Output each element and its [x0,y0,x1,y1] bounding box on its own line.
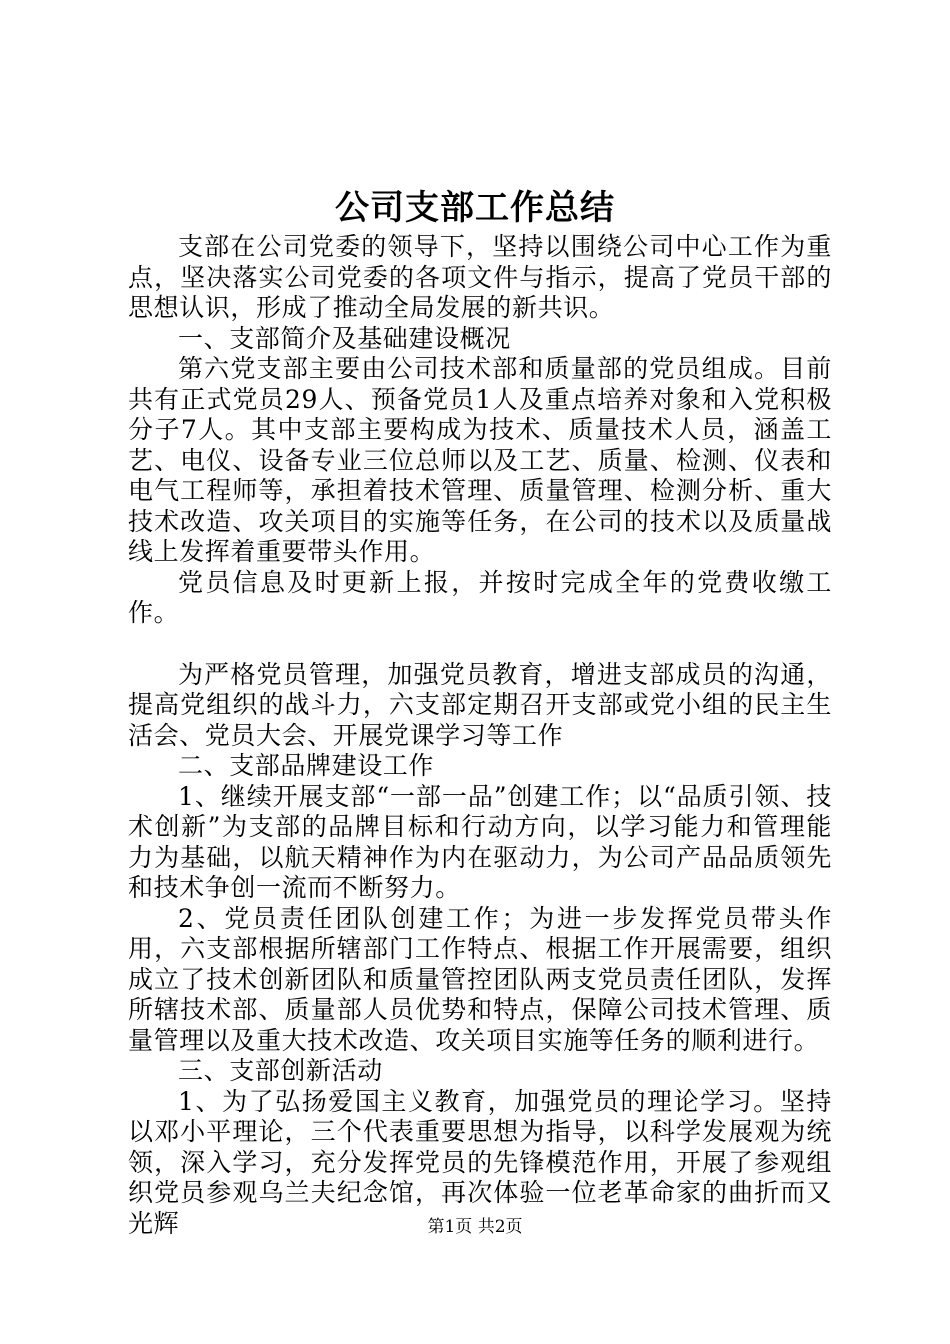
intro-paragraph: 支部在公司党委的领导下，坚持以围绕公司中心工作为重点，坚决落实公司党委的各项文件与指示，提高了党员干部的思想认识，形成了推动全局发展的新共识。 [128,232,832,322]
section-heading-3: 三、支部创新活动 [178,1056,383,1085]
brand-item-1-paragraph: 1、继续开展支部“一部一品”创建工作；以“品质引领、技术创新”为支部的品牌目标和行动方向，以学习能力和管理能力为基础，以航天精神作为内在驱动力，为公司产品品质领先和技术争创一流而不断努力。 [128,781,832,902]
member-info-paragraph: 党员信息及时更新上报，并按时完成全年的党费收缴工作。 [128,567,832,627]
document-title: 公司支部工作总结 [335,188,615,228]
member-management-paragraph: 为严格党员管理，加强党员教育，增进支部成员的沟通，提高党组织的战斗力，六支部定期召开支部或党小组的民主生活会、党员大会、开展党课学习等工作 [128,659,832,750]
branch-overview-paragraph: 第六党支部主要由公司技术部和质量部的党员组成。目前共有正式党员29人、预备党员1人及重点培养对象和入党积极分子7人。其中支部主要构成为技术、质量技术人员，涵盖工艺、电仪、设备专业三位总师以及工艺、质量、检测、仪表和电气工程师等，承担着技术管理、质量管理、检测分析、重大技术改造、攻关项目的实施等任务，在公司的技术以及质量战线上发挥着重要带头作用。 [128,354,832,566]
page-number-footer: 第1页 共2页 [427,1217,523,1237]
brand-item-2-paragraph: 2、党员责任团队创建工作；为进一步发挥党员带头作用，六支部根据所辖部门工作特点、根据工作开展需要，组织成立了技术创新团队和质量管控团队两支党员责任团队，发挥所辖技术部、质量部人员优势和特点，保障公司技术管理、质量管理以及重大技术改造、攻关项目实施等任务的顺利进行。 [128,903,832,1055]
section-heading-2: 二、支部品牌建设工作 [178,751,435,780]
innovation-item-1-paragraph: 1、为了弘扬爱国主义教育，加强党员的理论学习。坚持以邓小平理论，三个代表重要思想为指导，以科学发展观为统领，深入学习，充分发挥党员的先锋模范作用，开展了参观组织党员参观乌兰夫纪念馆，再次体验一位老革命家的曲折而又光辉 [128,1086,832,1238]
paragraph-gap [128,629,832,660]
section-heading-1: 一、支部简介及基础建设概况 [178,323,511,353]
document-body [128,232,832,1239]
